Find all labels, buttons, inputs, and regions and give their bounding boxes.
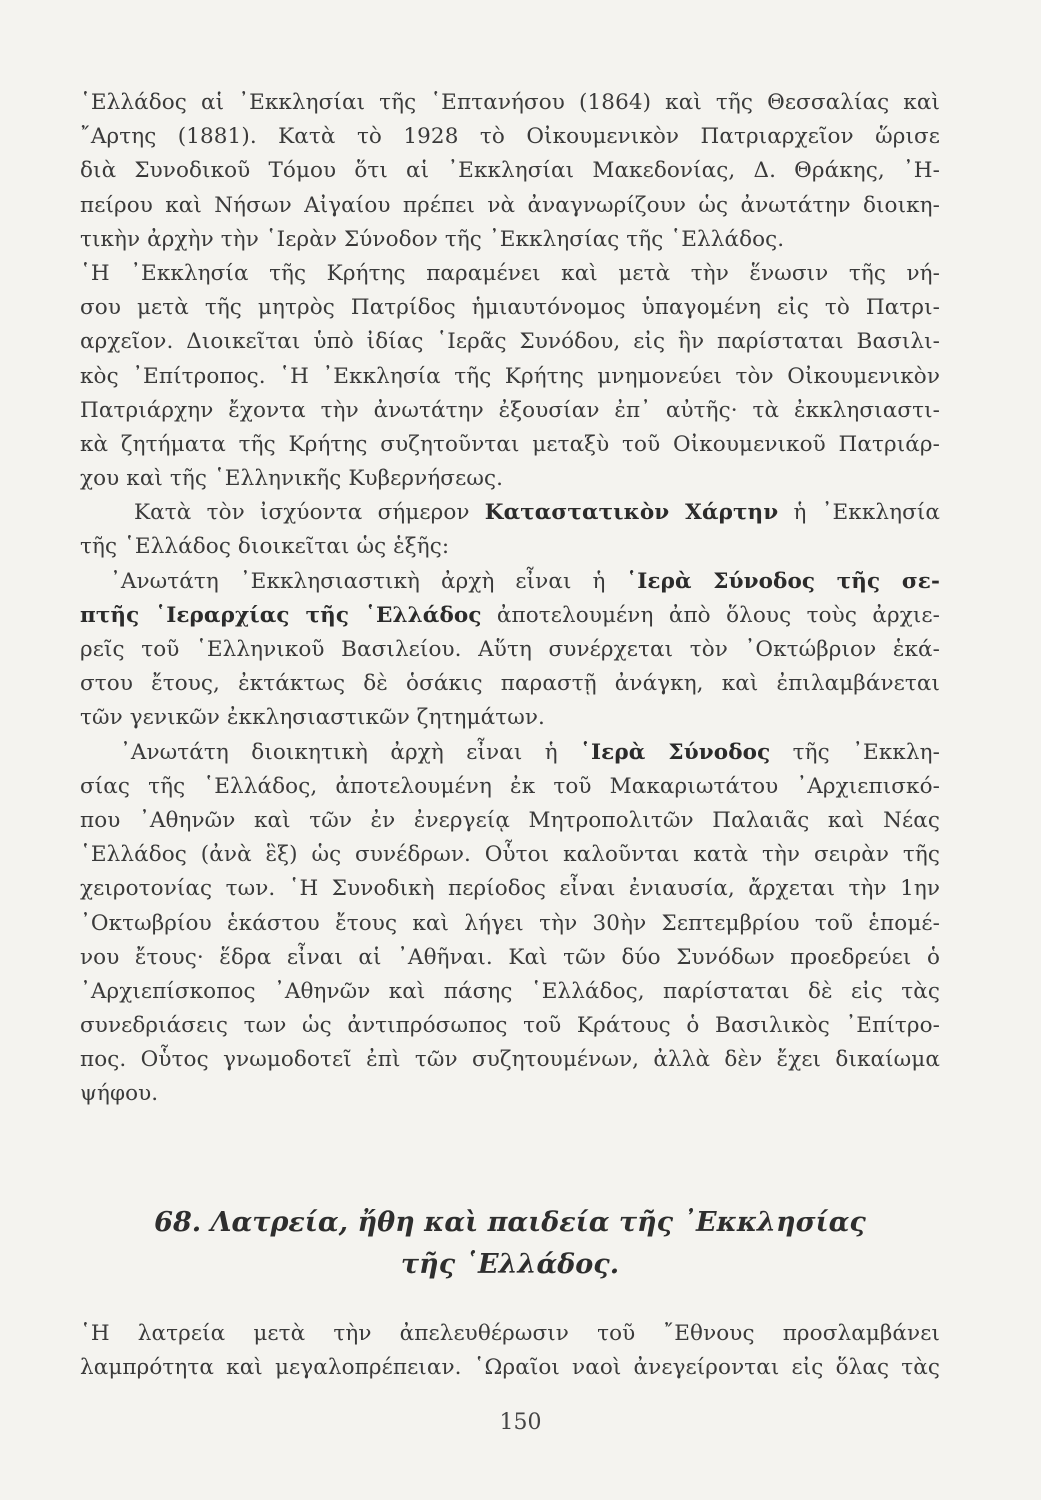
heading-line: τῆς ῾Ελλάδος. xyxy=(400,1249,620,1280)
text-line: Πατριάρχην ἔχοντα τὴν ἀνωτάτην ἐξουσίαν ἐπ᾿ αὐτῆς· τὰ ἐκκλησιαστι- xyxy=(80,397,940,423)
heading-line: 68. Λατρεία, ἤθη καὶ παιδεία τῆς ᾿Εκκλησίας xyxy=(154,1207,866,1238)
text-line xyxy=(80,496,940,530)
page-number: 150 xyxy=(499,1410,542,1435)
text-line: ᾿Οκτωβρίου ἑκάστου ἔτους καὶ λήγει τὴν 30ὴν Σεπτεμβρίου τοῦ ἑπομέ- xyxy=(80,910,940,936)
text-line xyxy=(80,736,940,770)
text-line: νου ἔτους· ἕδρα εἶναι αἱ ᾿Αθῆναι. Καὶ τῶν δύο Συνόδων προεδρεύει ὁ xyxy=(80,944,940,970)
text-line: λαμπρότητα καὶ μεγαλοπρέπειαν. ῾Ωραῖοι ναοὶ ἀνεγείρονται εἰς ὅλας τὰς xyxy=(80,1355,940,1381)
text-line: χου καὶ τῆς ῾Ελληνικῆς Κυβερνήσεως. xyxy=(80,466,504,492)
text-line: πείρου καὶ Νήσων Αἰγαίου πρέπει νὰ ἀναγνωρίζουν ὡς ἀνωτάτην διοικη- xyxy=(80,192,940,218)
text-line: κὰ ζητήματα τῆς Κρήτης συζητοῦνται μεταξὺ τοῦ Οἰκουμενικοῦ Πατριάρ- xyxy=(80,431,940,457)
text-line: ψήφου. xyxy=(80,1081,159,1107)
text-line: συνεδριάσεις των ὡς ἀντιπρόσωπος τοῦ Κράτους ὁ Βασιλικὸς ᾿Επίτρο- xyxy=(80,1013,940,1039)
body-text xyxy=(80,86,940,1112)
text-line: σου μετὰ τῆς μητρὸς Πατρίδος ἡμιαυτόνομος ὑπαγομένη εἰς τὸ Πατρι- xyxy=(80,295,940,321)
text-line: τικὴν ἀρχὴν τὴν ῾Ιερὰν Σύνοδον τῆς ᾿Εκκλησίας τῆς ῾Ελλάδος. xyxy=(80,226,785,252)
text-run: ᾿Ανωτάτη ᾿Εκκλησιαστικὴ ἀρχὴ εἶναι ἡ xyxy=(110,568,627,594)
text-line: ρεῖς τοῦ ῾Ελληνικοῦ Βασιλείου. Αὕτη συνέρχεται τὸν ᾿Οκτώβριον ἑκά- xyxy=(80,637,940,662)
text-line: τῶν γενικῶν ἐκκλησιαστικῶν ζητημάτων. xyxy=(80,705,545,731)
bold-term: ῾Ιερὰ Σύνοδος τῆς σε- xyxy=(626,568,940,594)
text-line: σίας τῆς ῾Ελλάδος, ἀποτελουμένη ἐκ τοῦ Μακαριωτάτου ᾿Αρχιεπισκό- xyxy=(80,773,940,799)
text-line: τῆς ῾Ελλάδος διοικεῖται ὡς ἑξῆς: xyxy=(80,534,450,560)
text-line: αρχεῖον. Διοικεῖται ὑπὸ ἰδίας ῾Ιερᾶς Συνόδου, εἰς ἣν παρίσταται Βασιλι- xyxy=(80,329,940,355)
text-line: διὰ Συνοδικοῦ Τόμου ὅτι αἱ ᾿Εκκλησίαι Μακεδονίας, Δ. Θράκης, ᾿Η- xyxy=(80,158,940,184)
text-line: κὸς ᾿Επίτροπος. ῾Η ᾿Εκκλησία τῆς Κρήτης μνημονεύει τὸν Οἰκουμενικὸν xyxy=(80,363,940,389)
text-line: χειροτονίας των. ῾Η Συνοδικὴ περίοδος εἶναι ἐνιαυσία, ἄρχεται τὴν 1ην xyxy=(80,876,940,902)
text-run: τῆς ᾿Εκκλη- xyxy=(770,739,940,765)
text-run: ἡ ᾿Εκκλησία xyxy=(778,500,941,526)
bold-term: ῾Ιερὰ Σύνοδος xyxy=(580,739,771,765)
text-run: ἀποτελουμένη ἀπὸ ὅλους τοὺς ἀρχιε- xyxy=(481,602,940,628)
text-line: πος. Οὗτος γνωμοδοτεῖ ἐπὶ τῶν συζητουμένων, ἀλλὰ δὲν ἔχει δικαίωμα xyxy=(80,1047,940,1073)
text-line: που ᾿Αθηνῶν καὶ τῶν ἐν ἐνεργείᾳ Μητροπολιτῶν Παλαιᾶς καὶ Νέας xyxy=(80,807,940,833)
text-line: ῾Η λατρεία μετὰ τὴν ἀπελευθέρωσιν τοῦ ῎Εθνους προσλαμβάνει xyxy=(80,1321,940,1346)
text-run: ᾿Ανωτάτη διοικητικὴ ἀρχὴ εἶναι ἡ xyxy=(120,739,581,765)
bold-term: Καταστατικὸν Χάρτην xyxy=(484,500,779,526)
text-line: ῾Η ᾿Εκκλησία τῆς Κρήτης παραμένει καὶ μετὰ τὴν ἕνωσιν τῆς νή- xyxy=(80,260,940,286)
text-line: ῎Αρτης (1881). Κατὰ τὸ 1928 τὸ Οἰκουμενικὸν Πατριαρχεῖον ὥρισε xyxy=(80,124,940,150)
text-line: στου ἔτους, ἐκτάκτως δὲ ὁσάκις παραστῇ ἀνάγκη, καὶ ἐπιλαμβάνεται xyxy=(80,671,940,697)
section-heading xyxy=(80,1202,940,1286)
text-run: Κατὰ τὸν ἰσχύοντα σήμερον xyxy=(134,500,485,526)
text-line: ῾Ελλάδος αἱ ᾿Εκκλησίαι τῆς ῾Επτανήσου (1864) καὶ τῆς Θεσσαλίας καὶ xyxy=(80,90,940,115)
text-line xyxy=(80,599,940,633)
text-line xyxy=(80,565,940,599)
text-line: ᾿Αρχιεπίσκοπος ᾿Αθηνῶν καὶ πάσης ῾Ελλάδος, παρίσταται δὲ εἰς τὰς xyxy=(80,978,940,1004)
section-body xyxy=(80,1317,940,1385)
text-line: ῾Ελλάδος (ἀνὰ ἓξ) ὡς συνέδρων. Οὗτοι καλοῦνται κατὰ τὴν σειρὰν τῆς xyxy=(80,842,940,868)
bold-term: πτῆς ῾Ιεραρχίας τῆς ῾Ελλάδος xyxy=(80,602,482,628)
